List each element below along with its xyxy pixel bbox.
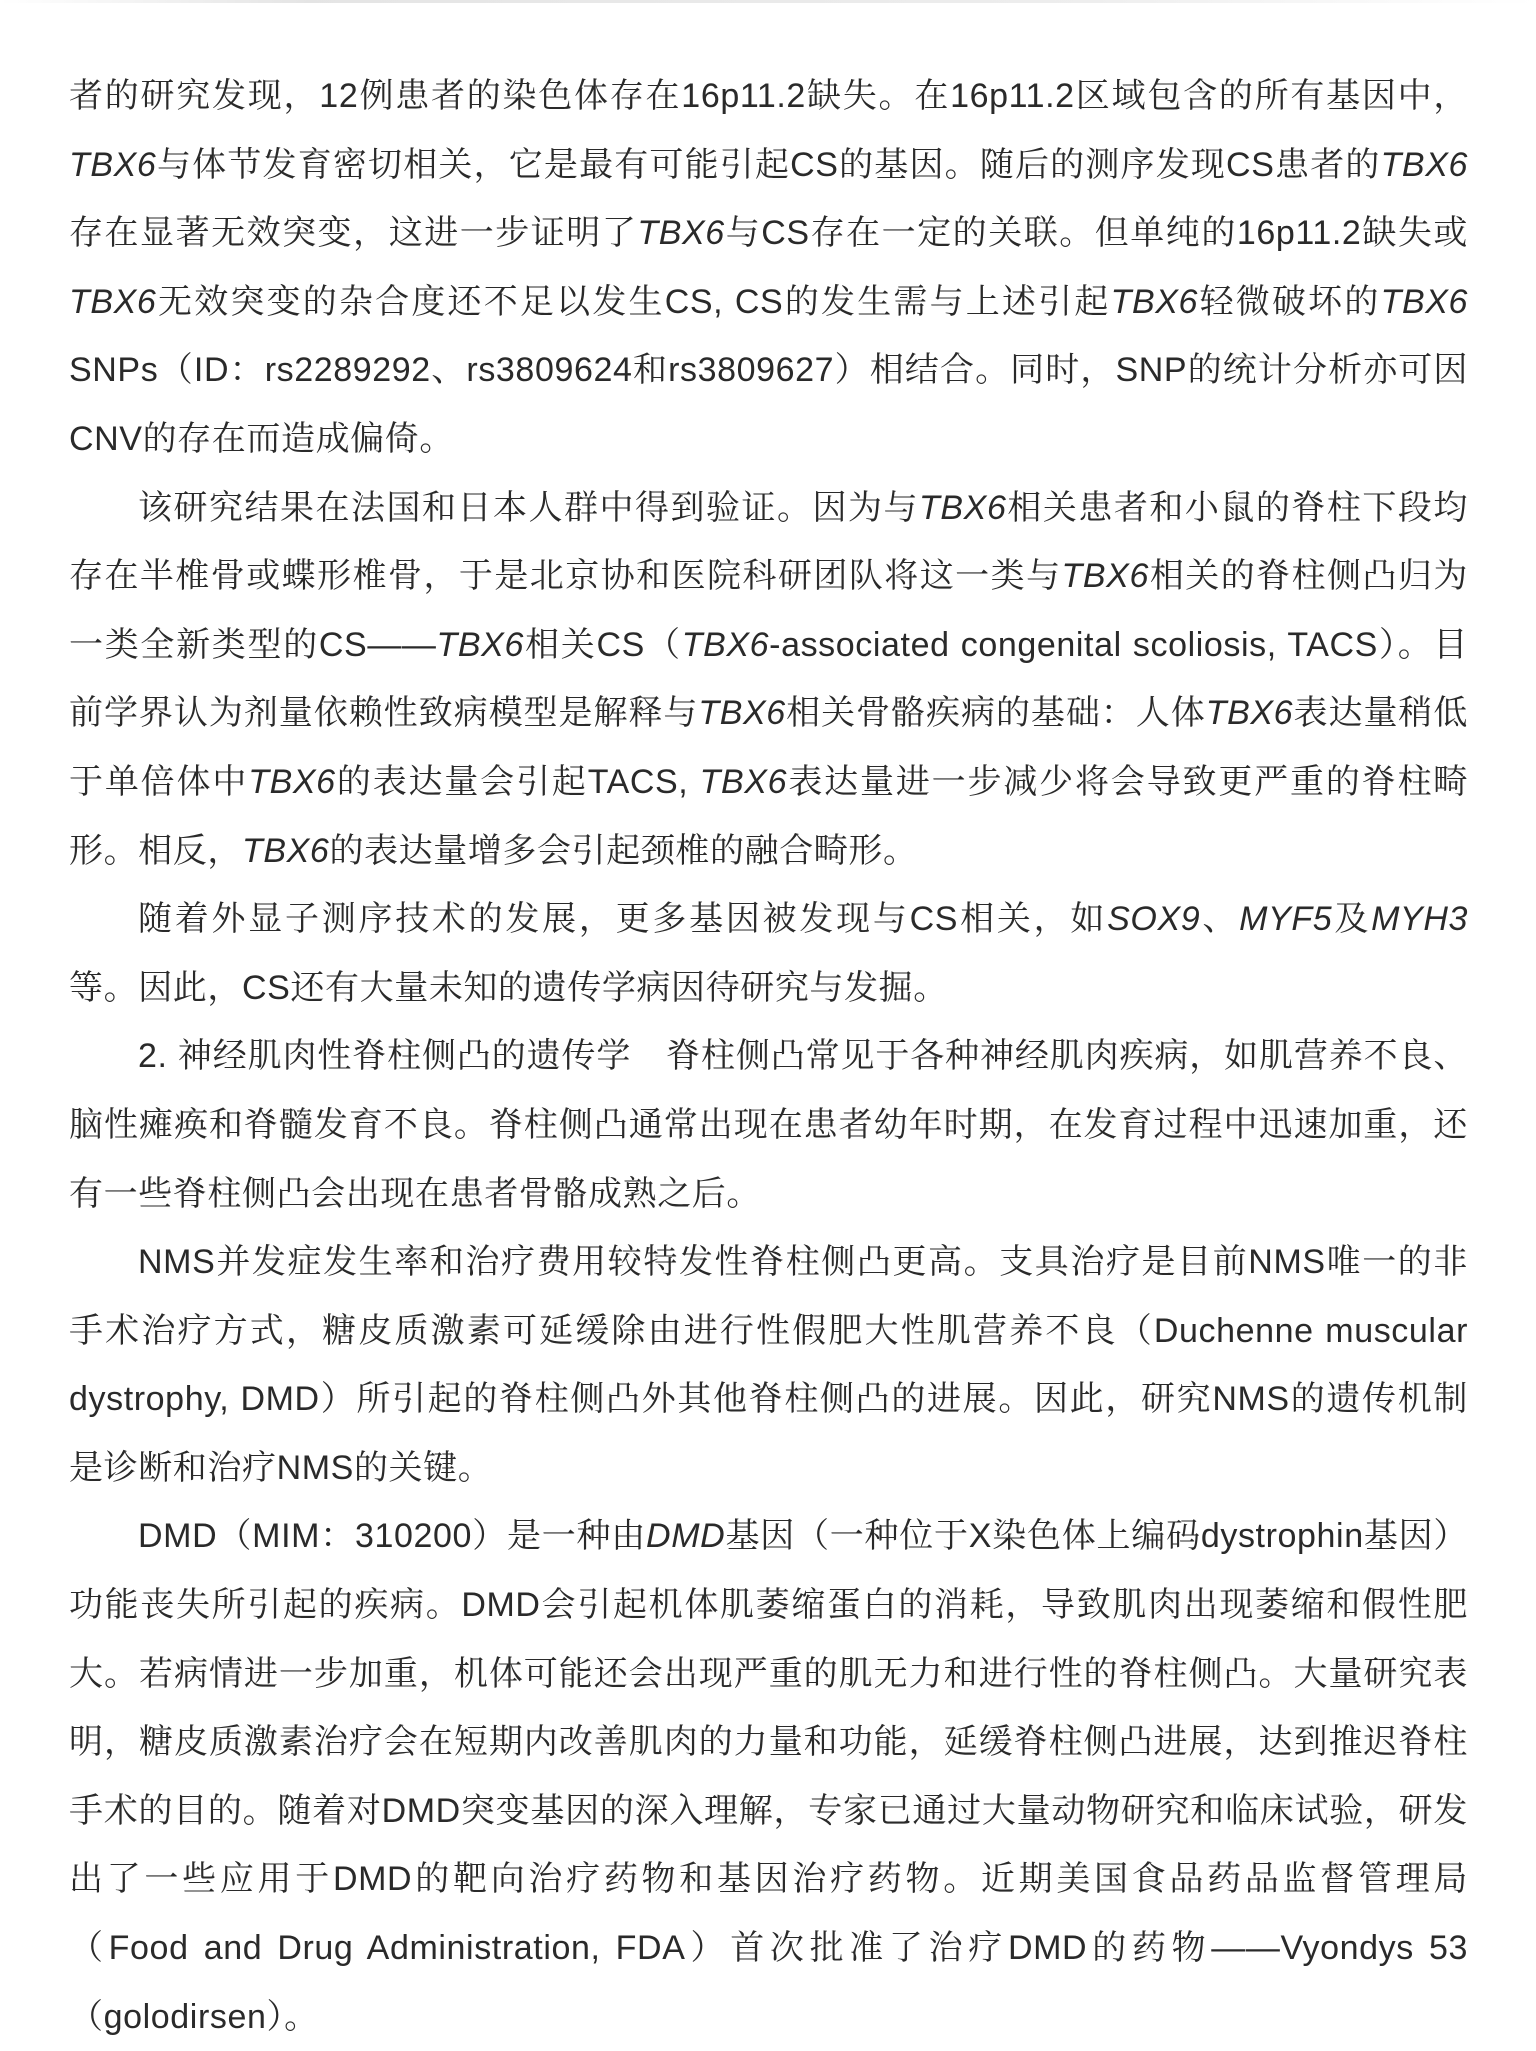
text-run: 表达量进一步减少将会导致更严重的脊柱畸形。相反， bbox=[69, 762, 1469, 870]
gene-symbol: DMD bbox=[646, 1517, 726, 1556]
text-run: 与CS存在一定的关联。但单纯的16p11.2缺失或 bbox=[724, 214, 1468, 253]
gene-symbol: TBX6 bbox=[436, 625, 524, 664]
paragraph bbox=[69, 474, 1468, 886]
text-run: NMS并发症发生率和治疗费用较特发性脊柱侧凸更高。支具治疗是目前NMS唯一的非手术治疗方式，糖皮质激素可延缓除由进行性假肥大性肌营养不良（Duchenne muscular dystrophy, DMD）所引起的脊柱侧凸外其他脊柱侧凸的进展。因此，研究NMS的遗传机制是诊断和治疗NMS的关键。 bbox=[69, 1243, 1468, 1487]
text-run: 存在显著无效突变，这进一步证明了 bbox=[69, 214, 638, 253]
gene-symbol: TBX6 bbox=[919, 488, 1007, 527]
text-run: 基因（一种位于X染色体上编码dystrophin基因）功能丧失所引起的疾病。DMD会引起机体肌萎缩蛋白的消耗，导致肌肉出现萎缩和假性肥大。若病情进一步加重，机体可能还会出现严重的肌无力和进行性的脊柱侧凸。大量研究表明，糖皮质激素治疗会在短期内改善肌肉的力量和功能，延缓脊柱侧凸进展，达到推迟脊柱手术的目的。随着对DMD突变基因的深入理解，专家已通过大量动物研究和临床试验，研发出了一些应用于DMD的靶向治疗药物和基因治疗药物。近期美国食品药品监督管理局（Food and Drug Administration, FDA）首次批准了治疗DMD的药物——Vyondys 53（golodirsen）。 bbox=[69, 1517, 1469, 2036]
text-run: 、 bbox=[1200, 900, 1240, 939]
gene-symbol: TBX6 bbox=[1061, 557, 1149, 596]
gene-symbol: TBX6 bbox=[699, 762, 788, 801]
scan-edge-artifact bbox=[0, 0, 1536, 3]
text-run: 2. 神经肌肉性脊柱侧凸的遗传学 脊柱侧凸常见于各种神经肌肉疾病，如肌营养不良、脑性瘫痪和脊髓发育不良。脊柱侧凸通常出现在患者幼年时期，在发育过程中迅速加重，还有一些脊柱侧凸会出现在患者骨骼成熟之后。 bbox=[69, 1037, 1468, 1213]
text-run: 的表达量增多会引起颈椎的融合畸形。 bbox=[329, 831, 918, 870]
gene-symbol: TBX6 bbox=[69, 282, 157, 321]
gene-symbol: TBX6 bbox=[1110, 282, 1199, 321]
gene-symbol: TBX6 bbox=[1380, 282, 1469, 321]
paragraph bbox=[69, 1022, 1468, 1228]
text-run: -associated congenital scoliosis, TACS）。目前学界认为剂量依赖性致病模型是解释与 bbox=[69, 625, 1469, 733]
paragraph bbox=[69, 885, 1468, 1022]
text-run: 无效突变的杂合度还不足以发生CS, CS的发生需与上述引起 bbox=[156, 282, 1111, 321]
text-run: 相关患者和小鼠的脊柱下段均存在半椎骨或蝶形椎骨，于是北京协和医院科研团队将这一类与 bbox=[69, 488, 1468, 596]
page-body bbox=[69, 62, 1468, 2051]
text-run: 轻微破坏的 bbox=[1198, 282, 1381, 321]
text-run: 的表达量会引起TACS, bbox=[335, 762, 700, 801]
gene-symbol: TBX6 bbox=[242, 831, 330, 870]
text-run: 等。因此，CS还有大量未知的遗传学病因待研究与发掘。 bbox=[69, 968, 948, 1007]
gene-symbol: TBX6 bbox=[698, 694, 786, 733]
gene-symbol: SOX9 bbox=[1107, 900, 1201, 939]
gene-symbol: TBX6 bbox=[681, 625, 770, 664]
gene-symbol: MYF5 bbox=[1239, 900, 1333, 939]
text-run: 及 bbox=[1332, 900, 1372, 939]
text-run: 随着外显子测序技术的发展，更多基因被发现与CS相关，如 bbox=[138, 900, 1108, 939]
text-run: 表达量稍低于单倍体中 bbox=[69, 694, 1468, 801]
gene-symbol: TBX6 bbox=[69, 145, 157, 184]
gene-symbol: TBX6 bbox=[1380, 145, 1468, 184]
text-run: 相关CS（ bbox=[523, 625, 682, 664]
gene-symbol: TBX6 bbox=[1205, 694, 1294, 733]
text-run: 该研究结果在法国和日本人群中得到验证。因为与 bbox=[138, 488, 920, 527]
gene-symbol: TBX6 bbox=[248, 762, 336, 801]
paragraph bbox=[69, 62, 1468, 474]
text-run: DMD（MIM：310200）是一种由 bbox=[138, 1517, 647, 1556]
paragraph bbox=[69, 1228, 1468, 1502]
text-run: 与体节发育密切相关，它是最有可能引起CS的基因。随后的测序发现CS患者的 bbox=[156, 145, 1381, 184]
gene-symbol: TBX6 bbox=[637, 214, 725, 253]
text-run: 相关的脊柱侧凸归为一类全新类型的CS—— bbox=[69, 557, 1468, 664]
text-run: SNPs（ID：rs2289292、rs3809624和rs3809627）相结合。同时，SNP的统计分析亦可因CNV的存在而造成偏倚。 bbox=[69, 351, 1468, 458]
paragraph bbox=[69, 1502, 1468, 2051]
text-run: 相关骨骼疾病的基础：人体 bbox=[785, 694, 1206, 733]
gene-symbol: MYH3 bbox=[1371, 900, 1468, 939]
text-run: 者的研究发现，12例患者的染色体存在16p11.2缺失。在16p11.2区域包含的所有基因中， bbox=[69, 77, 1468, 115]
